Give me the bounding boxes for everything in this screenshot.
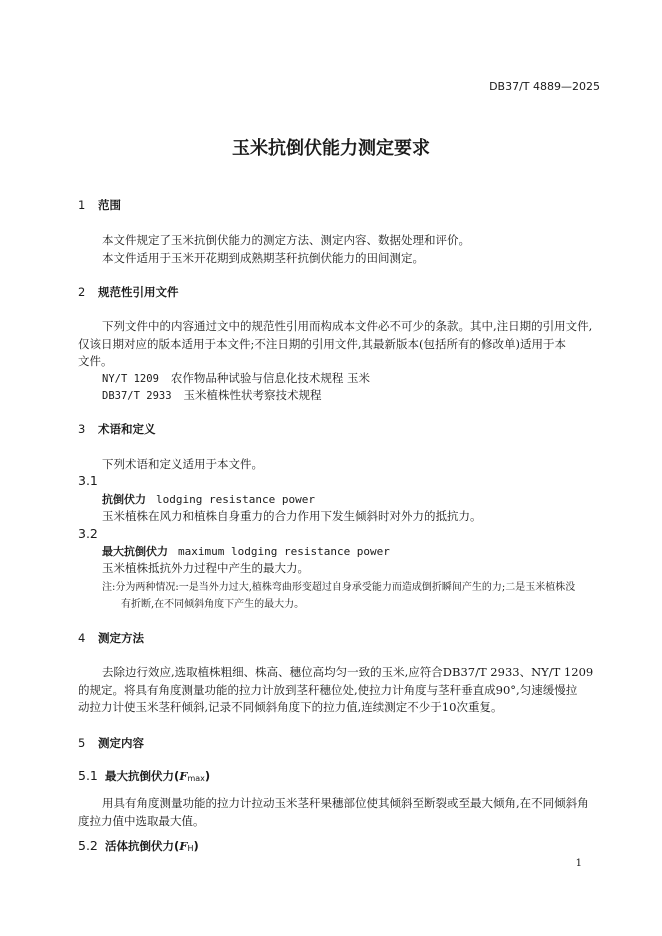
document-number: DB37/T 4889—2025: [489, 80, 600, 93]
paragraph-line: 用具有角度测量功能的拉力计拉动玉米茎秆果穗部位使其倾斜至断裂或至最大倾角,在不同倾斜角: [102, 796, 589, 810]
subsection-heading: 5.1 最大抗倒伏力(Fmax): [78, 768, 211, 783]
paragraph: 本文件规定了玉米抗倒伏能力的测定方法、测定内容、数据处理和评价。: [102, 233, 470, 247]
section-heading: 5 测定内容: [78, 736, 144, 750]
subsection-heading: 5.2 活体抗倒伏力(FH): [78, 838, 199, 853]
section-heading: 2 规范性引用文件: [78, 285, 179, 299]
paragraph-line: 下列文件中的内容通过文中的规范性引用而构成本文件必不可少的条款。其中,注日期的引用文件,: [102, 319, 593, 333]
section-heading: 4 测定方法: [78, 631, 144, 645]
section-heading: 1 范围: [78, 198, 121, 212]
term-number: 3.2: [78, 526, 98, 541]
paragraph-line: 仅该日期对应的版本适用于本文件;不注日期的引用文件,其最新版本(包括所有的修改单)适用于本: [78, 337, 566, 351]
paragraph-line: 度拉力值中选取最大值。: [78, 814, 205, 828]
page-title: 玉米抗倒伏能力测定要求: [232, 138, 430, 159]
note: 有折断,在不同倾斜角度下产生的最大力。: [121, 599, 305, 610]
paragraph: 下列术语和定义适用于本文件。: [102, 457, 263, 471]
term-definition: 玉米植株在风力和植株自身重力的合力作用下发生倾斜时对外力的抵抗力。: [102, 509, 482, 523]
term-entry: 最大抗倒伏力 maximum lodging resistance power: [102, 545, 390, 558]
note: 注:分为两种情况:一是当外力过大,植株弯曲形变超过自身承受能力而造成倒折瞬间产生的力;二是玉米植株没: [102, 582, 576, 593]
paragraph-line: 的规定。将具有角度测量功能的拉力计放到茎秆穗位处,使拉力计角度与茎秆垂直成90°,匀速缓慢拉: [78, 683, 578, 697]
reference-item: DB37/T 2933 玉米植株性状考察技术规程: [102, 388, 322, 402]
term-number: 3.1: [78, 473, 98, 488]
paragraph-line: 文件。: [78, 354, 113, 368]
paragraph-line: 动拉力计使玉米茎秆倾斜,记录不同倾斜角度下的拉力值,连续测定不少于10次重复。: [78, 700, 503, 714]
section-heading: 3 术语和定义: [78, 422, 156, 436]
paragraph: 本文件适用于玉米开花期到成熟期茎秆抗倒伏能力的田间测定。: [102, 251, 424, 265]
reference-item: NY/T 1209 农作物品种试验与信息化技术规程 玉米: [102, 371, 371, 385]
term-entry: 抗倒伏力 lodging resistance power: [102, 493, 315, 506]
term-definition: 玉米植株抵抗外力过程中产生的最大力。: [102, 561, 309, 575]
paragraph-line: 去除边行效应,选取植株粗细、株高、穗位高均匀一致的玉米,应符合DB37/T 2933、NY/T 1209: [102, 665, 594, 679]
page-number: 1: [575, 858, 582, 869]
